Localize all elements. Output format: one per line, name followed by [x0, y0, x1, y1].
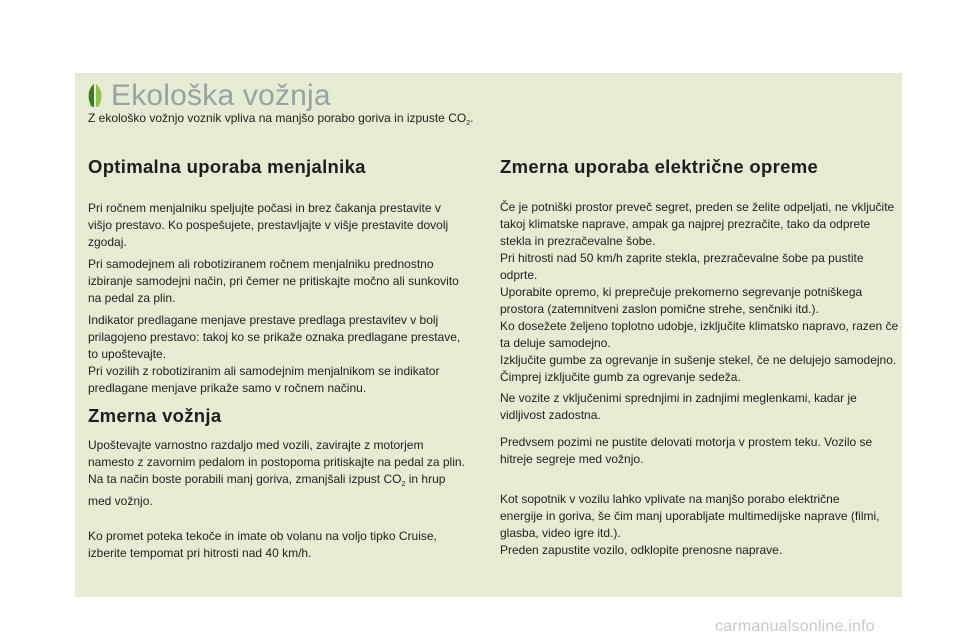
- heading-gearbox: Optimalna uporaba menjalnika: [88, 156, 366, 177]
- title-row: [85, 76, 331, 116]
- paragraph-electrical-3: Predvsem pozimi ne pustite delovati motorja v prostem teku. Vozilo se hitreje segreje med vožnjo.: [500, 435, 873, 466]
- paragraph-electrical-4: Kot sopotnik v vozilu lahko vplivate na manjšo porabo električne energije in goriva, še čim manj uporabljate multimedijske naprave (filmi, glasba, video igre itd.). Preden zapustite vozilo, odklopite prenosne naprave.: [500, 492, 880, 557]
- intro-text: Z ekološko vožnjo voznik vpliva na manjšo porabo goriva in izpuste $CO_2$.: [88, 111, 474, 127]
- watermark: carmanualsonline.info: [715, 618, 875, 635]
- paragraph-electrical-1: Če je potniški prostor preveč segret, preden se želite odpeljati, ne vključite takoj klimatske naprave, ampak ga najprej prezračite, tako da odprete stekla in prezračevalne šobe. Pri hitrosti nad 50 km/h zaprite stekla, prezračevalne šobe pa pustite odprte. Uporabite opremo, ki preprečuje prekomerno segrevanje potniškega prostora (zatemnitveni zaslon pomične strehe, senčniki itd.). Ko dosežete željeno toplotno udobje, izključite klimatsko napravo, razen če ta deluje samodejno. Izključite gumbe za ogrevanje in sušenje stekel, če ne delujejo samodejno. Čimprej izključite gumb za ogrevanje sedeža.: [500, 200, 899, 384]
- paragraph-driving-2: Ko promet poteka tekoče in imate ob volanu na voljo tipko Cruise, izberite tempomat pri hitrosti nad 40 km/h.: [88, 529, 437, 560]
- page-title: Ekološka vožnja: [111, 79, 331, 112]
- paragraph-gearbox-1: Pri ročnem menjalniku speljujte počasi in brez čakanja prestavite v višjo prestavo. Ko pospešujete, prestavljajte v višje prestavite dovolj zgodaj.: [88, 201, 449, 249]
- heading-electrical-equipment: Zmerna uporaba električne opreme: [500, 156, 819, 177]
- paragraph-electrical-2: Ne vozite z vključenimi sprednjimi in zadnjimi meglenkami, kadar je vidljivost zadostna.: [500, 391, 857, 422]
- leaf-icon: [85, 83, 105, 109]
- heading-moderate-driving: Zmerna vožnja: [88, 405, 222, 426]
- paragraph-gearbox-3: Indikator predlagane menjave prestave predlaga prestavitev v bolj prilagojeno prestavo: takoj ko se prikaže oznaka predlagane prestave, to upoštevajte. Pri vozilih z robotiziranim ali samodejnim menjalnikom se indikator predlagane menjave prikaže samo v ročnem načinu.: [88, 313, 461, 395]
- paragraph-gearbox-2: Pri samodejnem ali robotiziranem ročnem menjalniku prednostno izbiranje samodejni način, pri čemer ne pritiskajte močno ali sunkovito na pedal za plin.: [88, 257, 459, 305]
- paragraph-driving-1: Upoštevajte varnostno razdaljo med vozili, zavirajte z motorjem namesto z zavornim pedalom in postopoma pritiskajte na pedal za plin. Na ta način boste porabili manj goriva, zmanjšali izpust $CO_2$ in hrup med vožnjo.: [88, 438, 465, 508]
